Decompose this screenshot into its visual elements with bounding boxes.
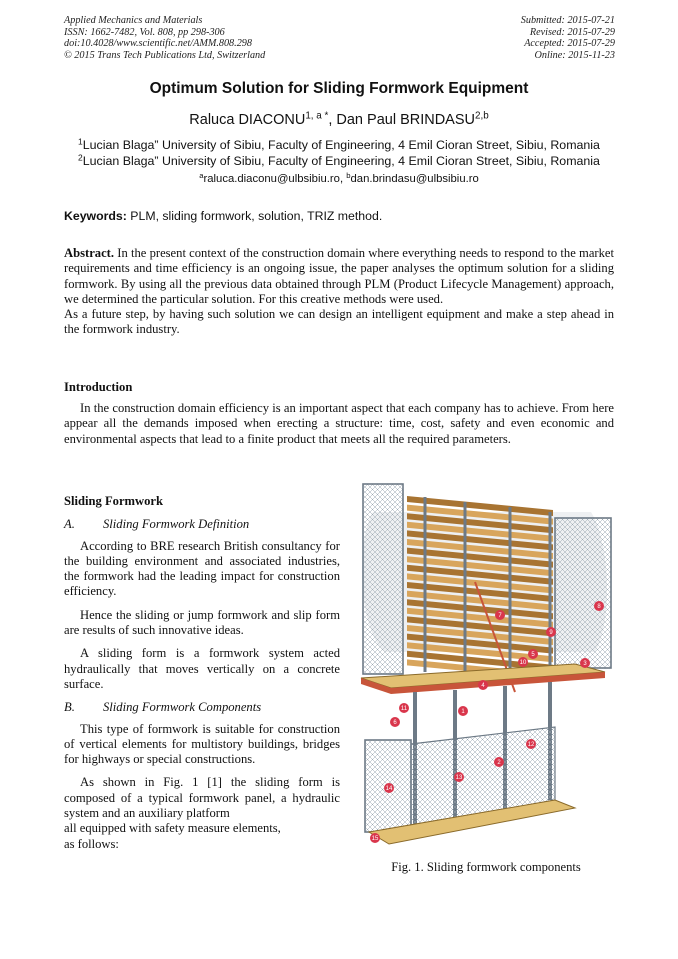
- subsection-b-title: Sliding Formwork Components: [103, 700, 262, 715]
- email-a-sup: a: [199, 170, 204, 180]
- doi: doi:10.4028/www.scientific.net/AMM.808.298: [64, 38, 252, 50]
- author-separator: ,: [328, 112, 337, 128]
- component-label-number: 9: [549, 630, 553, 637]
- copyright: © 2015 Trans Tech Publications Ltd, Switzerland: [64, 49, 266, 61]
- email-b-sup: b: [346, 170, 351, 180]
- component-label-number: 5: [531, 652, 535, 659]
- subsection-a: [64, 517, 340, 532]
- date-online: Online: 2015-11-23: [534, 49, 615, 61]
- email-separator: ,: [339, 173, 347, 185]
- author-1: Raluca DIACONU: [189, 112, 306, 128]
- sliding-heading: Sliding Formwork: [64, 494, 164, 508]
- paper-title: Optimum Solution for Sliding Formwork Equipment: [149, 80, 529, 97]
- introduction-text: In the construction domain efficiency is an important aspect that each company has to achieve. From here appear all the demands imposed when erecting a structure: time, cost, safety and even economic and environmental aspects that lead to a finite product that meets all the required parameters.: [64, 401, 614, 446]
- abstract-p2: As a future step, by having such solution we can design an intelligent equipment and make a step ahead in the formwork industry.: [64, 307, 614, 337]
- keywords: [64, 209, 382, 223]
- abstract-p1-text: In the present context of the construction domain where everything needs to respond to the market requirements and time efficiency is an ongoing issue, the paper analyses the optimum solution for a sliding formwork. By using all the previous data obtained through PLM (Product Lifecycle Management) approach, we determined the particular solution. For this creative methods were used.: [64, 246, 614, 306]
- paragraph-b2: [64, 775, 340, 851]
- paragraph-a2: Hence the sliding or jump formwork and slip form are results of such innovative ideas.: [64, 607, 340, 638]
- affiliation-2-text: Lucian Blaga” University of Sibiu, Faculty of Engineering, 4 Emil Cioran Street, Sibiu, Romania: [82, 154, 600, 168]
- keywords-text: PLM, sliding formwork, solution, TRIZ method.: [126, 209, 383, 223]
- component-label-number: 13: [455, 775, 463, 782]
- author-2: Dan Paul BRINDASU: [336, 112, 475, 128]
- author-1-sup: 1, a *: [305, 110, 329, 122]
- component-label-number: 6: [393, 720, 397, 727]
- affiliation-2: [0, 154, 678, 168]
- author-line: [0, 112, 678, 128]
- paragraph-a1: According to BRE research British consultancy for the building environment and associated industries, the formwork had the leading impact for construction efficiency.: [64, 538, 340, 599]
- email-b[interactable]: dan.brindasu@ulbsibiu.ro: [350, 173, 479, 185]
- affiliation-2-sup: 2: [78, 152, 83, 163]
- component-label-number: 10: [519, 660, 527, 667]
- component-label-number: 11: [400, 706, 408, 713]
- component-label-number: 8: [597, 604, 601, 611]
- introduction-heading: Introduction: [64, 380, 133, 394]
- sliding-formwork-section: [64, 494, 340, 852]
- dates-info: [521, 15, 615, 61]
- paragraph-b1: This type of formwork is suitable for construction of vertical elements for multistory buildings, bridges for highways or special constructions.: [64, 721, 340, 767]
- journal-name: Applied Mechanics and Materials: [64, 15, 203, 26]
- paragraph-b2-line-2: all equipped with safety measure elements,: [64, 821, 281, 836]
- paragraph-b2-line-3: as follows:: [64, 836, 119, 851]
- author-2-sup: 2,b: [475, 110, 489, 122]
- journal-info: [64, 15, 265, 61]
- figure-caption: Fig. 1. Sliding formwork components: [391, 860, 581, 874]
- issn: ISSN: 1662-7482, Vol. 808, pp 298-306: [64, 26, 225, 38]
- date-accepted: Accepted: 2015-07-29: [524, 38, 615, 50]
- subsection-a-title: Sliding Formwork Definition: [103, 517, 250, 532]
- affiliation-1: [0, 138, 678, 152]
- email-a[interactable]: raluca.diaconu@ulbsibiu.ro: [203, 173, 340, 185]
- component-label-number: 1: [461, 709, 465, 716]
- affiliation-1-sup: 1: [78, 136, 83, 147]
- subsection-a-number: A.: [64, 517, 75, 532]
- component-label-number: 7: [498, 613, 502, 620]
- subsection-b: [64, 700, 340, 715]
- keywords-label: Keywords:: [64, 209, 127, 223]
- abstract-label: Abstract.: [64, 246, 115, 260]
- component-label-number: 15: [371, 836, 379, 843]
- component-label-number: 12: [527, 742, 535, 749]
- component-label-number: 4: [481, 683, 485, 690]
- component-label-number: 3: [583, 661, 587, 668]
- mesh-panel-left: [363, 484, 403, 674]
- component-label-number: 14: [385, 786, 393, 793]
- affiliation-1-text: Lucian Blaga” University of Sibiu, Faculty of Engineering, 4 Emil Cioran Street, Sibiu, Romania: [82, 138, 600, 152]
- abstract-p1: [64, 246, 614, 307]
- paragraph-a3: A sliding form is a formwork system acted hydraulically that moves vertically on a concrete surface.: [64, 646, 340, 691]
- abstract: [64, 246, 614, 338]
- date-revised: Revised: 2015-07-29: [529, 26, 615, 38]
- date-submitted: Submitted: 2015-07-21: [520, 15, 615, 26]
- component-label-number: 2: [497, 760, 501, 767]
- mesh-panel-right: [555, 518, 611, 668]
- formwork-illustration: [355, 482, 617, 854]
- email-line: [0, 170, 678, 185]
- paragraph-b2-line-1: As shown in Fig. 1 [1] the sliding form is composed of a typical formwork panel, a hydraulic system and an auxiliary platform: [64, 775, 340, 821]
- sliding-formwork-figure: [355, 482, 617, 854]
- subsection-b-number: B.: [64, 700, 75, 715]
